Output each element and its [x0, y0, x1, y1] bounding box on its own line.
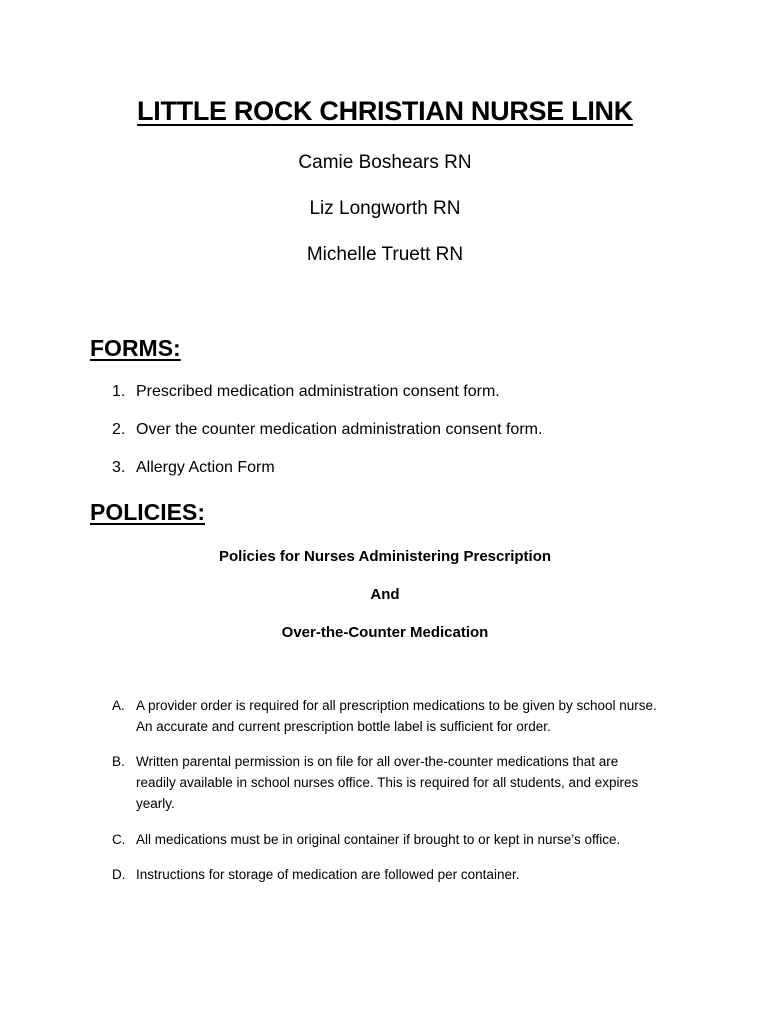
policy-marker: B. [112, 754, 125, 769]
policy-marker: C. [112, 832, 126, 847]
policy-text-line: All medications must be in original container if brought to or kept in nurse’s office. [136, 832, 621, 847]
form-item [112, 383, 500, 401]
staff-name-1: Camie Boshears RN [298, 152, 472, 173]
form-item-number: 2. [112, 421, 126, 438]
form-item [112, 421, 542, 439]
policy-item-d [112, 864, 702, 885]
form-item-text: Over the counter medication administration consent form. [136, 421, 543, 438]
forms-heading: FORMS: [90, 335, 181, 361]
policy-item-a [112, 695, 702, 737]
policy-text-line: Instructions for storage of medication are followed per container. [136, 867, 520, 882]
policy-text-line: Written parental permission is on file for all over-the-counter medications that are [136, 754, 619, 769]
policy-text-line: An accurate and current prescription bottle label is sufficient for order. [136, 719, 551, 734]
policies-heading: POLICIES: [90, 499, 206, 525]
policy-marker: A. [112, 698, 125, 713]
policy-text-line: A provider order is required for all prescription medications to be given by school nurse. [136, 698, 657, 713]
form-item-number: 3. [112, 459, 126, 476]
staff-name-2: Liz Longworth RN [309, 198, 461, 219]
staff-name-3: Michelle Truett RN [306, 244, 464, 265]
policy-item-c [112, 829, 702, 850]
document-title: LITTLE ROCK CHRISTIAN NURSE LINK [137, 96, 633, 126]
form-item-number: 1. [112, 383, 126, 400]
form-item-text: Prescribed medication administration consent form. [136, 383, 500, 400]
policy-subheading-line-2: And [370, 586, 400, 603]
policy-item-b [112, 751, 702, 814]
form-item [112, 459, 275, 477]
policy-marker: D. [112, 867, 126, 882]
policy-subheading-line-3: Over-the-Counter Medication [281, 624, 489, 641]
policy-subheading-line-1: Policies for Nurses Administering Prescription [218, 548, 552, 565]
form-item-text: Allergy Action Form [136, 459, 275, 476]
policy-text-line: yearly. [136, 796, 175, 811]
policy-text-line: readily available in school nurses office. This is required for all students, and expires [136, 775, 639, 790]
